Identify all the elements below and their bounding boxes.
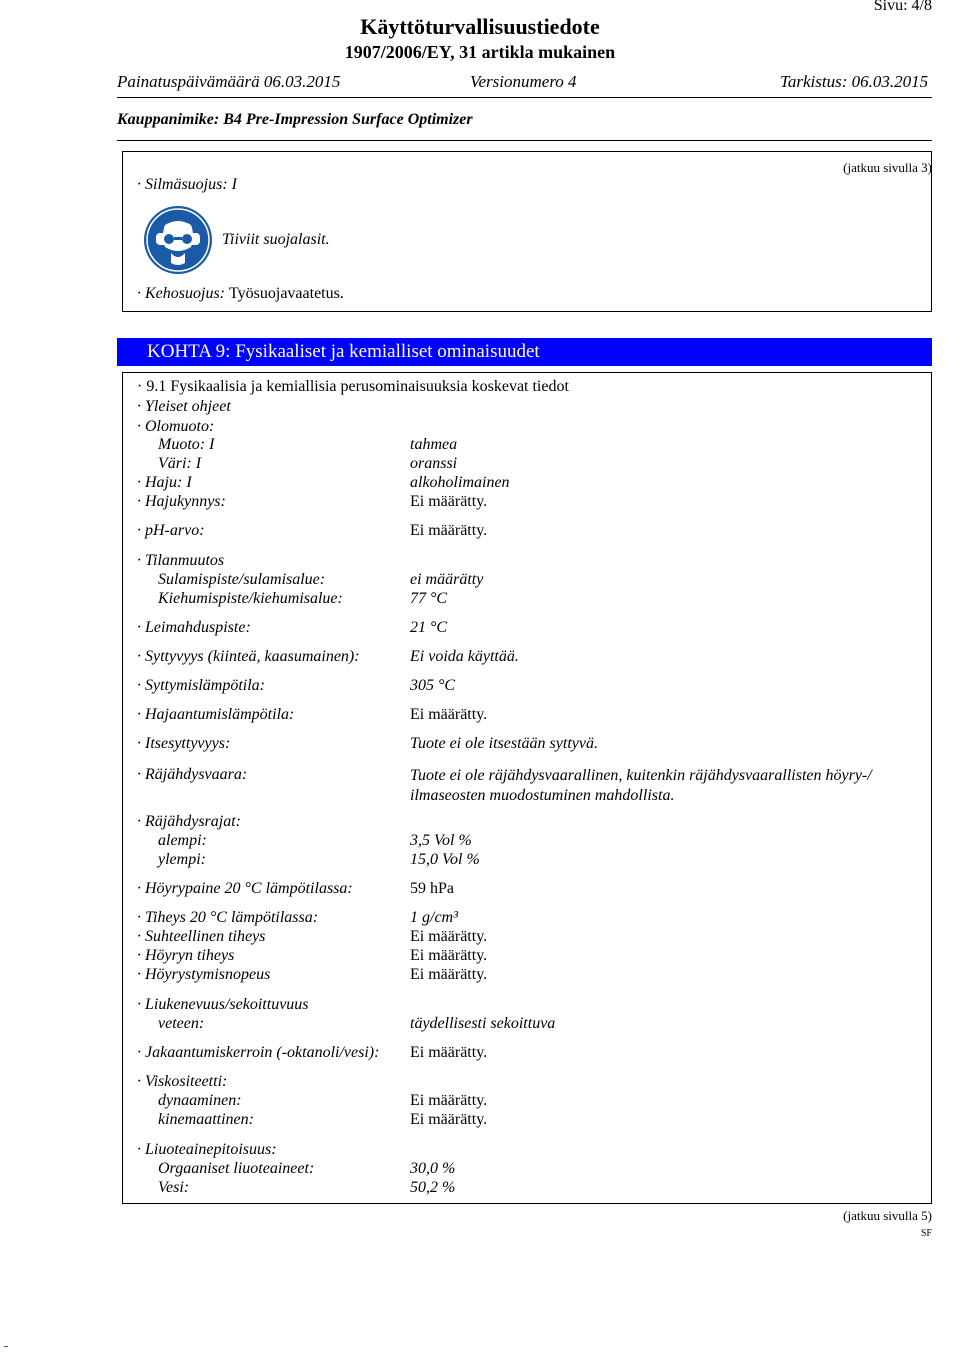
section-title-bar: KOHTA 9: Fysikaaliset ja kemialliset ominaisuudet: [117, 338, 932, 366]
form-label: Muoto: I: [158, 436, 215, 453]
water-content-label: Vesi:: [158, 1179, 190, 1196]
flammability-value: Ei voida käyttää.: [410, 648, 519, 665]
density-label: · Tiheys 20 °C lämpötilassa:: [137, 909, 319, 926]
ph-label: · pH-arvo:: [137, 522, 205, 539]
kinematic-viscosity-value: Ei määrätty.: [410, 1111, 488, 1128]
relative-density-value: Ei määrätty.: [410, 928, 488, 945]
ignition-temperature-label: · Syttymislämpötila:: [137, 677, 265, 694]
document-subtitle: 1907/2006/EY, 31 artikla mukainen: [344, 42, 616, 62]
solvent-content-label: · Liuoteainepitoisuus:: [137, 1141, 277, 1158]
revision-date: Tarkistus: 06.03.2015: [780, 72, 929, 91]
melting-point-label: Sulamispiste/sulamisalue:: [158, 571, 326, 588]
organic-solvents-label: Orgaaniset liuoteaineet:: [158, 1160, 315, 1177]
partition-coefficient-label: · Jakaantumiskerroin (-oktanoli/vesi):: [137, 1044, 380, 1061]
ph-value: Ei määrätty.: [410, 522, 488, 539]
melting-point-value: ei määrätty: [410, 571, 484, 588]
dynamic-viscosity-value: Ei määrätty.: [410, 1092, 488, 1109]
phase-change-label: · Tilanmuutos: [137, 552, 225, 569]
flash-point-label: · Leimahduspiste:: [137, 619, 251, 636]
odour-label: · Haju: I: [137, 474, 192, 491]
water-solubility-value: täydellisesti sekoittuva: [410, 1015, 556, 1032]
odour-value: alkoholimainen: [410, 474, 510, 491]
print-date: Painatuspäivämäärä 06.03.2015: [117, 72, 341, 91]
form-value: tahmea: [410, 436, 458, 453]
body-protection-value: Työsuojavaatetus.: [229, 285, 344, 302]
colour-label: Väri: I: [158, 455, 202, 472]
appearance-label: · Olomuoto:: [137, 418, 215, 435]
flammability-label: · Syttyvyys (kiinteä, kaasumainen):: [137, 648, 360, 665]
relative-density-label: · Suhteellinen tiheys: [137, 928, 266, 945]
safety-goggles-icon: [143, 205, 213, 275]
viscosity-label: · Viskositeetti:: [137, 1073, 228, 1090]
odour-threshold-value: Ei määrätty.: [410, 493, 488, 510]
evaporation-rate-value: Ei määrätty.: [410, 966, 488, 983]
lower-limit-value: 3,5 Vol %: [410, 832, 472, 849]
self-ignition-value: Tuote ei ole itsestään syttyvä.: [410, 735, 598, 752]
vapour-pressure-label: · Höyrypaine 20 °C lämpötilassa:: [137, 880, 353, 897]
header-divider-bottom: [117, 140, 932, 141]
eye-protection-label: · Silmäsuojus: I: [137, 176, 237, 193]
flash-point-value: 21 °C: [410, 619, 448, 636]
body-protection-label: · Kehosuojus:: [137, 285, 225, 302]
vapour-pressure-value: 59 hPa: [410, 880, 454, 897]
vapour-density-value: Ei määrätty.: [410, 947, 488, 964]
subsection-heading: · 9.1 Fysikaalisia ja kemiallisia perusominaisuuksia koskevat tiedot: [137, 378, 569, 395]
language-code: SF: [920, 1228, 932, 1239]
organic-solvents-value: 30,0 %: [410, 1160, 456, 1177]
upper-limit-value: 15,0 Vol %: [410, 851, 480, 868]
water-solubility-label: veteen:: [158, 1015, 205, 1032]
dynamic-viscosity-label: dynaaminen:: [158, 1092, 242, 1109]
evaporation-rate-label: · Höyrystymisnopeus: [137, 966, 271, 983]
explosion-hazard-value: Tuote ei ole räjähdysvaarallinen, kuitenkin räjähdysvaarallisten höyry-/ ilmaseosten muodostuminen mahdollista.: [410, 767, 872, 804]
boiling-point-label: Kiehumispiste/kiehumisalue:: [158, 590, 343, 607]
lower-limit-label: alempi:: [158, 832, 207, 849]
page-number: Sivu: 4/8: [873, 0, 932, 14]
goggle-instruction: Tiiviit suojalasit.: [222, 231, 330, 248]
version-number: Versionumero 4: [470, 72, 577, 91]
corner-mark: [4, 1346, 8, 1347]
solubility-label: · Liukenevuus/sekoittuvuus: [137, 996, 309, 1013]
decomposition-temperature-value: Ei määrätty.: [410, 706, 488, 723]
boiling-point-value: 77 °C: [410, 590, 448, 607]
partition-coefficient-value: Ei määrätty.: [410, 1044, 488, 1061]
odour-threshold-label: · Hajukynnys:: [137, 493, 226, 510]
general-info-label: · Yleiset ohjeet: [137, 398, 231, 415]
decomposition-temperature-label: · Hajaantumislämpötila:: [137, 706, 295, 723]
water-content-value: 50,2 %: [410, 1179, 456, 1196]
document-title: Käyttöturvallisuustiedote: [360, 14, 600, 39]
explosion-hazard-label: · Räjähdysvaara:: [137, 766, 248, 783]
colour-value: oranssi: [410, 455, 458, 472]
explosion-limits-label: · Räjähdysrajat:: [137, 813, 241, 830]
density-value: 1 g/cm³: [410, 909, 458, 926]
upper-limit-label: ylempi:: [158, 851, 206, 868]
ignition-temperature-value: 305 °C: [410, 677, 456, 694]
continued-to-note: (jatkuu sivulla 5): [843, 1208, 932, 1223]
vapour-density-label: · Höyryn tiheys: [137, 947, 235, 964]
self-ignition-label: · Itsesyttyvyys:: [137, 735, 231, 752]
header-divider: [117, 97, 932, 98]
kinematic-viscosity-label: kinemaattinen:: [158, 1111, 254, 1128]
continued-from-note: (jatkuu sivulla 3): [843, 160, 932, 175]
body-protection-row: [137, 285, 344, 303]
trade-name: Kauppanimike: B4 Pre-Impression Surface Optimizer: [117, 111, 473, 128]
